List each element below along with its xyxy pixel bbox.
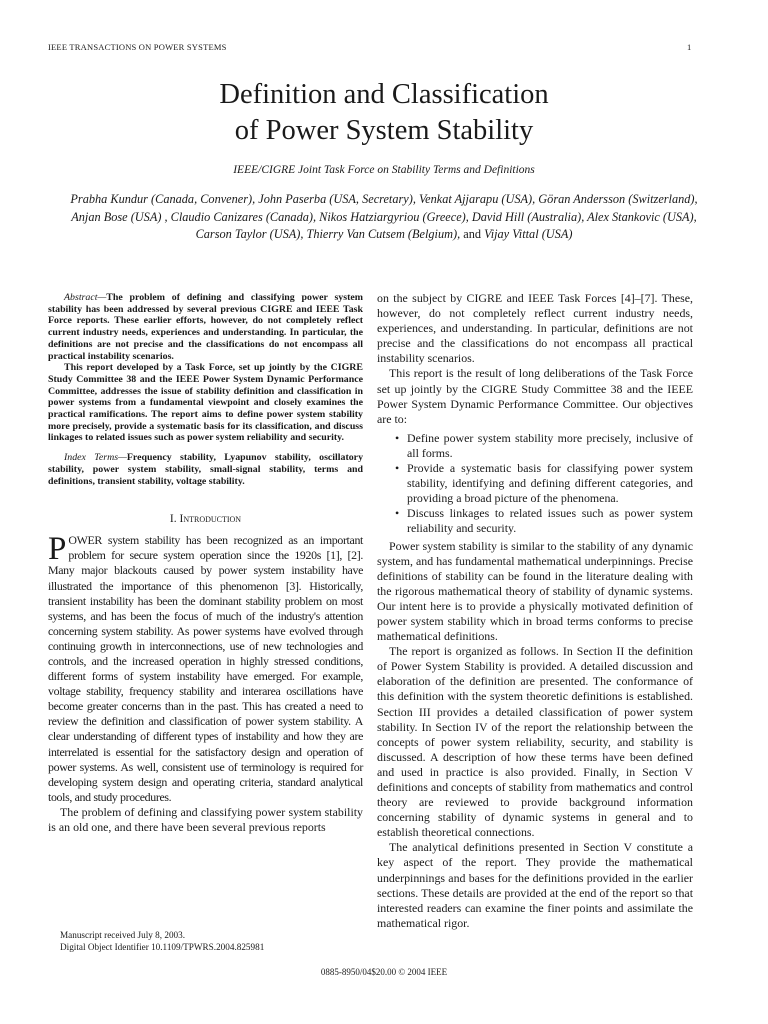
page-number: 1 (687, 42, 692, 52)
list-item: • Define power system stability more precisely, inclusive of all forms. (395, 431, 693, 461)
author-list (58, 191, 710, 244)
section-number: I. (169, 513, 177, 526)
list-item: • Discuss linkages to related issues such as power system reliability and security. (395, 506, 693, 536)
abstract (48, 292, 363, 487)
paper-title (0, 77, 768, 149)
copyright-line: 0885-8950/04$20.00 © 2004 IEEE (320, 967, 448, 977)
organization-paragraph: The report is organized as follows. In Section II the definition of Power System Stability is provided. A detailed discussion and elaboration of the definition are presented. The conformance of this definition with the system theoretic definitions is established. Section III provides a detailed classification of power system stability. In Section IV of the report the relationship between the concepts of power system reliability, security, and stability is discussed. A description of how these terms have been defined and used in practice is also provided. Finally, in Section V definitions and concepts of stability from mathematics and control theory are reviewed to provide background information concerning stability of dynamic systems in general and to establish theoretical connections. (377, 644, 693, 840)
index-terms-label: Index Terms— (64, 452, 127, 464)
authors-and: and (463, 227, 482, 241)
abstract-text-2: This report developed by a Task Force, set up jointly by the CIGRE Study Committee 38 and the IEEE Power System Dynamic Performance Committee, addresses the issue of stability definition and classification in power systems from a fundamental viewpoint and closely examines the practical ramifications. The report aims to define power system stability more precisely, provide a systematic basis for its classification, and discuss linkages to related issues such as power system reliability and security. (48, 362, 363, 444)
authors-main: Prabha Kundur (Canada, Convener), John Paserba (USA, Secretary), Venkat Ajjarapu (USA), Göran Andersson (Switzerland), Anjan Bose (USA) , Claudio Canizares (Canada), Nikos Hatziargyriou (Greece), David Hill (Australia), Alex Stankovic (USA), Carson Taylor (USA), Thierry Van Cutsem (Belgium), (70, 192, 698, 241)
analytical-paragraph: The analytical definitions presented in Section V constitute a key aspect of the report. They provide the mathematical underpinnings and bases for the definitions provided in the earlier sections. These details are provided at the end of the report so that interested readers can examine the finer points and assimilate the mathematical rigor. (377, 840, 693, 930)
left-column (48, 292, 363, 835)
running-header: IEEE TRANSACTIONS ON POWER SYSTEMS (48, 42, 227, 52)
report-paragraph: This report is the result of long deliberations of the Task Force set up jointly by the CIGRE Study Committee 38 and the IEEE Power System Dynamic Performance Committee. Our objectives are to: (377, 366, 693, 426)
paper-subtitle: IEEE/CIGRE Joint Task Force on Stability Terms and Definitions (233, 164, 535, 176)
list-item: • Provide a systematic basis for classifying power system stability, identifying and defining different categories, and providing a broad picture of the phenomena. (395, 461, 693, 506)
doi: Digital Object Identifier 10.1109/TPWRS.2004.825981 (60, 941, 265, 952)
intro-paragraph-1: OWER system stability has been recognized as an important problem for secure system operation since the 1920s [1], [2]. Many major blackouts caused by power system instability have illustrated the importance of this phenomenon [3]. Historically, transient instability has been the dominant stability problem on most systems, and has been the focus of much of the industry's attention concerning system stability. As power systems have evolved through continuing growth in interconnections, use of new technologies and controls, and the increased operation in highly stressed conditions, different forms of system instability have emerged. For example, voltage stability, frequency stability and interarea oscillations have become greater concerns than in the past. This has created a need to review the definition and classification of power system stability. A clear understanding of different types of instability and how they are interrelated is essential for the satisfactory design and operation of power systems. As well, consistent use of terminology is required for developing system design and operating criteria, standard analytical tools, and study procedures. (48, 533, 363, 804)
drop-cap: P (48, 531, 67, 568)
right-continuation: on the subject by CIGRE and IEEE Task Forces [4]–[7]. These, however, do not completely reflect current industry needs, experiences, and understanding. In particular, definitions are not precise and the classifications do not encompass all practical instability scenarios. (377, 291, 693, 366)
objectives-list (377, 431, 693, 537)
title-line-1: Definition and Classification (219, 79, 549, 110)
introduction-text (48, 533, 363, 805)
index-terms-text: Frequency stability, Lyapunov stability, oscillatory stability, power system stability, small-signal stability, terms and definitions, transient stability, voltage stability. (48, 452, 364, 487)
authors-last: Vijay Vittal (USA) (484, 227, 573, 241)
similar-paragraph: Power system stability is similar to the stability of any dynamic system, and has fundamental mathematical underpinnings. Precise definitions of stability can be found in the literature dealing with the rigorous mathematical theory of stability of dynamic systems. Our intent here is to provide a physically motivated definition of power system stability which in broad terms conforms to precise mathematical definitions. (377, 538, 693, 644)
right-column (377, 291, 693, 931)
title-line-2: of Power System Stability (234, 115, 534, 146)
intro-paragraph-2: The problem of defining and classifying power system stability is an old one, and there have been several previous reports (48, 804, 363, 835)
footnote (60, 930, 360, 953)
section-heading-introduction (48, 513, 363, 525)
abstract-text: The problem of defining and classifying power system stability has been addressed by several previous CIGRE and IEEE Task Force reports. These earlier efforts, however, do not completely reflect current industry needs, experiences and understanding. In particular, the definitions are not precise and the classifications do not encompass all practical instability scenarios. (48, 292, 363, 362)
section-title: Introduction (179, 513, 242, 526)
manuscript-received: Manuscript received July 8, 2003. (60, 930, 186, 940)
abstract-label: Abstract— (64, 292, 107, 303)
